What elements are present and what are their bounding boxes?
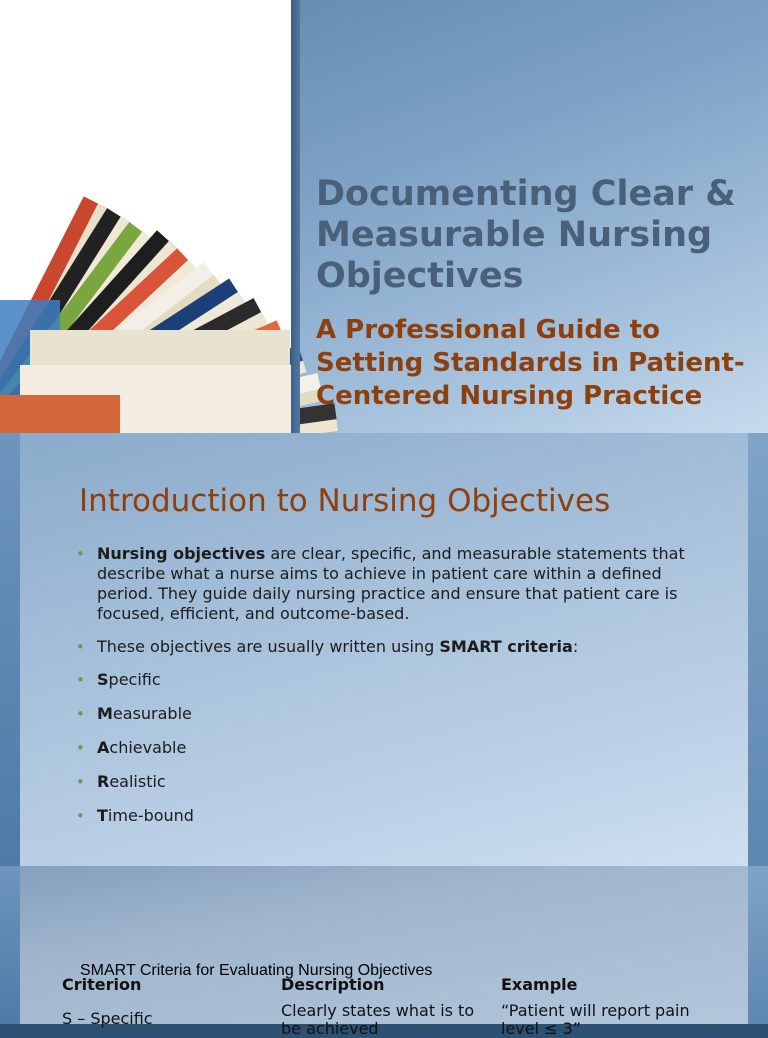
bullet-item: [76, 637, 716, 657]
bullet-bold-text: T: [97, 806, 108, 825]
bullet-text: easurable: [112, 704, 192, 723]
stacked-books-image: [0, 0, 291, 433]
bullet-bold-text: R: [97, 772, 110, 791]
smart-table-slide: [0, 866, 768, 1038]
bullet-text: chievable: [109, 738, 187, 757]
bullet-text: pecific: [108, 670, 161, 689]
bullet-dot-icon: •: [76, 739, 85, 757]
bullet-dot-icon: •: [76, 773, 85, 791]
bullet-dot-icon: •: [76, 671, 85, 689]
bullet-bold-text: A: [97, 738, 110, 757]
intro-bullet-list: [76, 544, 716, 840]
bullet-text: ime-bound: [107, 806, 194, 825]
table-cell-example: “Patient will report pain level ≤ 3”: [501, 1001, 690, 1038]
slide-edge-right: [748, 433, 768, 866]
bullet-bold-text: M: [97, 704, 113, 723]
bullet-text: ealistic: [109, 772, 166, 791]
vertical-divider: [291, 0, 300, 433]
bullet-dot-icon: •: [76, 705, 85, 723]
bullet-dot-icon: •: [76, 807, 85, 825]
table-header-example: Example: [501, 975, 578, 994]
intro-heading: Introduction to Nursing Objectives: [79, 483, 611, 519]
bullet-text: are clear, specific, and measurable statements that describe what a nurse aims to achieve in patient care within a defined period. They guide daily nursing practice and ensure that patient care is focused, efficient, and outcome-based.: [97, 544, 685, 623]
bullet-dot-icon: •: [76, 545, 85, 563]
bullet-dot-icon: •: [76, 638, 85, 656]
table-header-description: Description: [281, 975, 385, 994]
slide-edge-right: [748, 866, 768, 1024]
presentation-subtitle: A Professional Guide to Setting Standards in Patient-Centered Nursing Practice: [316, 315, 745, 411]
bullet-item: [76, 806, 716, 826]
bullet-text: :: [572, 637, 579, 656]
table-cell-description: Clearly states what is to be achieved: [281, 1001, 475, 1038]
table-header-criterion: Criterion: [62, 975, 142, 994]
stacked-books-icon: [0, 0, 291, 433]
bullet-item: [76, 704, 716, 724]
slide-edge-left: [0, 433, 20, 866]
introduction-slide: [0, 433, 768, 866]
bullet-item: [76, 772, 716, 792]
bullet-text: These objectives are usually written using: [97, 637, 440, 656]
bullet-item: [76, 738, 716, 758]
title-slide: [0, 0, 768, 433]
slide-edge-left: [0, 866, 20, 1024]
table-cell-criterion: S – Specific: [62, 1009, 153, 1028]
bullet-item: [76, 544, 716, 624]
bullet-bold-text: SMART criteria: [439, 637, 573, 656]
bullet-bold-text: Nursing objectives: [97, 544, 266, 563]
table-title: SMART Criteria for Evaluating Nursing Objectives: [80, 962, 433, 979]
bullet-item: [76, 670, 716, 690]
bullet-bold-text: S: [97, 670, 109, 689]
presentation-title: Documenting Clear & Measurable Nursing Objectives: [316, 174, 736, 296]
